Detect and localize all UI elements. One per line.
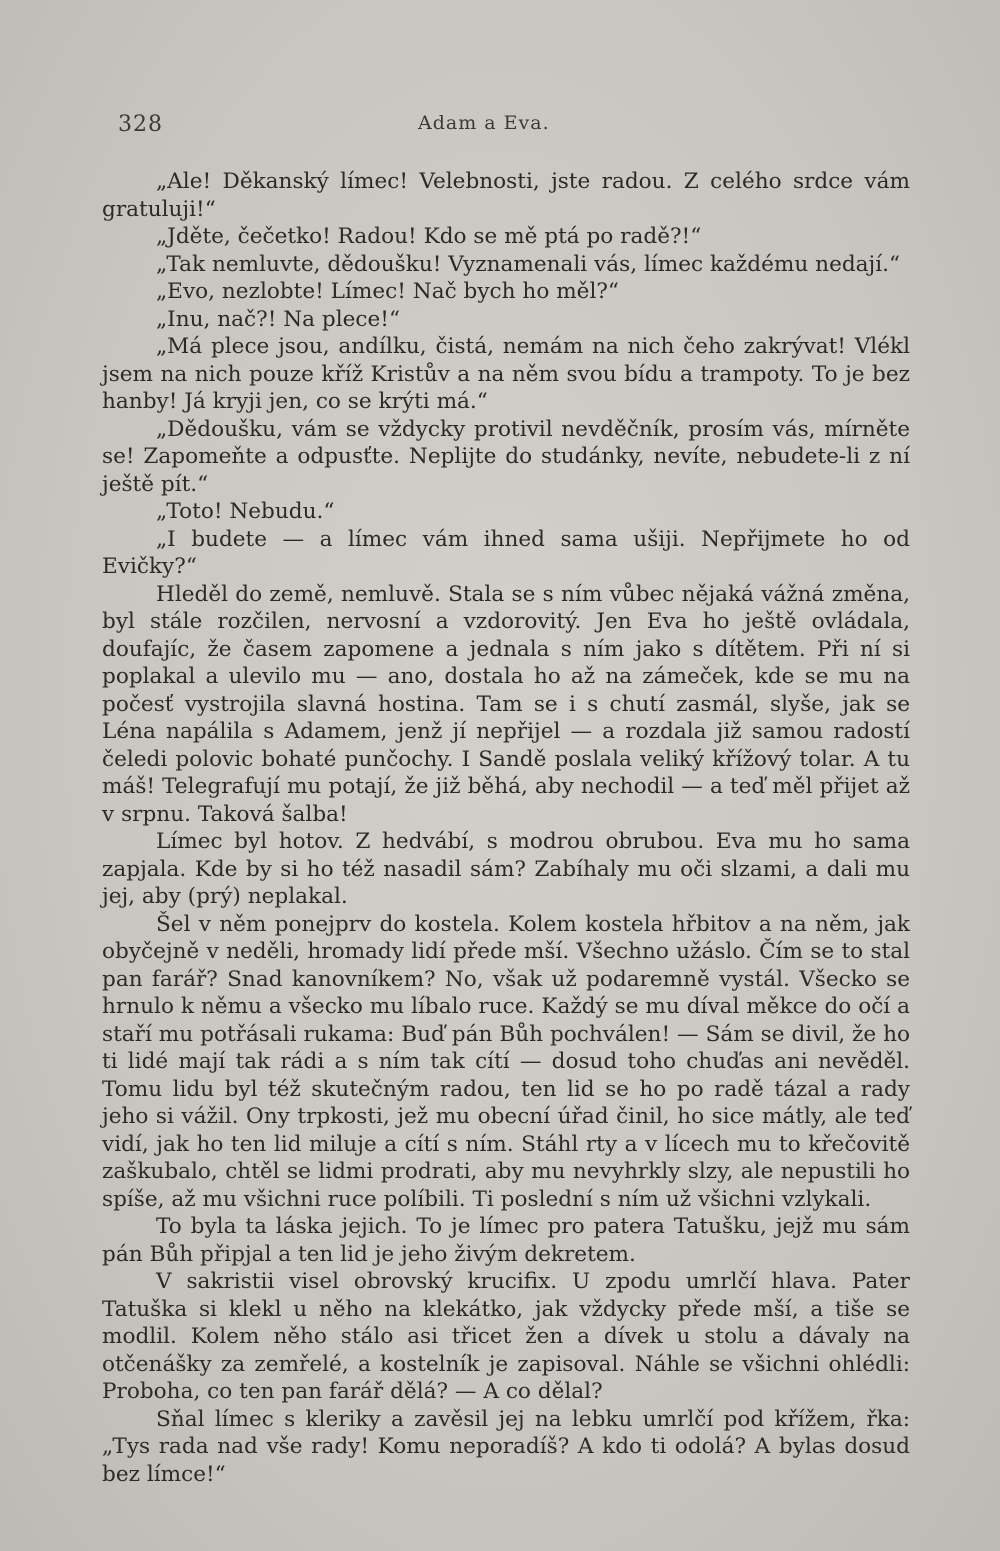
paragraph: Límec byl hotov. Z hedvábí, s modrou obrubou. Eva mu ho sama zapjala. Kde by si ho též nasadil sám? Zabíhaly mu oči slzami, a dali mu jej, aby (prý) neplakal. [102, 829, 910, 909]
paragraph: „Jděte, čečetko! Radou! Kdo se mě ptá po radě?!“ [156, 224, 702, 249]
paragraph: „Má plece jsou, andílku, čistá, nemám na nich čeho zakrývat! Vlékl jsem na nich pouze kříž Kristův a na něm svou bídu a trampoty. To je bez hanby! Já kryji jen, co se krýti má.“ [102, 334, 910, 414]
paragraph: „I budete — a límec vám ihned sama ušiji. Nepřijmete ho od Evičky?“ [102, 526, 910, 579]
paragraph: To byla ta láska jejich. To je límec pro patera Tatušku, jejž mu sám pán Bůh připjal a ten lid je jeho živým dekretem. [102, 1214, 910, 1267]
paragraph: „Evo, nezlobte! Límec! Nač bych ho měl?“ [156, 279, 619, 304]
paragraph: „Dědoušku, vám se vždycky protivil nevděčník, prosím vás, mírněte se! Zapomeňte a odpusťte. Neplijte do studánky, nevíte, nebudete-li z ní ještě pít.“ [102, 416, 910, 497]
paragraph: „Tak nemluvte, dědoušku! Vyznamenali vás, límec každému nedají.“ [156, 251, 901, 277]
page-header [118, 112, 908, 148]
paragraph: V sakristii visel obrovský krucifix. U zpodu umrlčí hlava. Pater Tatuška si klekl u něho na klekátko, jak vždycky přede mší, a tiše se modlil. Kolem něho stálo asi třicet žen a dívek u stolu a dávaly na otčenášky za zemřelé, a kostelník je zapisoval. Náhle se všichni ohlédli: Proboha, co ten pan farář dělá? — A co dělal? [102, 1269, 910, 1404]
paragraph: „Inu, nač?! Na plece!“ [156, 306, 400, 332]
text-body [102, 168, 910, 1488]
paragraph: Šel v něm ponejprv do kostela. Kolem kostela hřbitov a na něm, jak obyčejně v neděli, hromady lidí přede mší. Všechno užáslo. Čím se to stal pan farář? Snad kanovníkem? No, však už podaremně vystál. Všecko se hrnulo k němu a všecko mu líbalo ruce. Každý se mu díval měkce do očí a staří mu potřásali rukama: Buď pán Bůh pochválen! — Sám se divil, že ho ti lidé mají tak rádi a s ním tak cítí — dosud toho chuďas ani nevěděl. Tomu lidu byl též skutečným radou, ten lid se ho po radě tázal a rady jeho si vážil. Ony trpkosti, jež mu obecní úřad činil, ho sice mátly, ale teď vidí, jak ho ten lid miluje a cítí s ním. Stáhl rty a v lícech mu to křečovitě zaškubalo, chtěl se lidmi prodrati, aby mu nevyhrkly slzy, ale nepustili ho spíše, až mu všichni ruce políbili. Ti poslední s ním už všichni vzlykali. [102, 911, 910, 1212]
paragraph: Sňal límec s kleriky a zavěsil jej na lebku umrlčí pod křížem, řka: „Tys rada nad vše rady! Komu neporadíš? A kdo ti odolá? A bylas dosud bez límce!“ [102, 1406, 910, 1487]
paragraph: Hleděl do země, nemluvě. Stala se s ním vůbec nějaká vážná změna, byl stále rozčilen, nervosní a vzdorovitý. Jen Eva ho ještě ovládala, doufajíc, že časem zapomene a jednala s ním jako s dítětem. Při ní si poplakal a ulevilo mu — ano, dostala ho až na zámeček, kde se mu na počesť vystrojila slavná hostina. Tam se i s chutí zasmál, slyše, jak se Léna napálila s Adamem, jenž jí nepřijel — a rozdala již samou radostí čeledi polovic bohaté punčochy. I Sandě poslala veliký křížový tolar. A tu máš! Telegrafují mu potají, že již běhá, aby nechodil — a teď měl přijet až v srpnu. Taková šalba! [102, 581, 910, 827]
running-title: Adam a Eva. [418, 112, 550, 134]
page-number: 328 [118, 112, 163, 137]
paragraph: „Ale! Děkanský límec! Velebnosti, jste radou. Z celého srdce vám gratuluji!“ [102, 169, 910, 222]
paragraph: „Toto! Nebudu.“ [156, 499, 335, 524]
